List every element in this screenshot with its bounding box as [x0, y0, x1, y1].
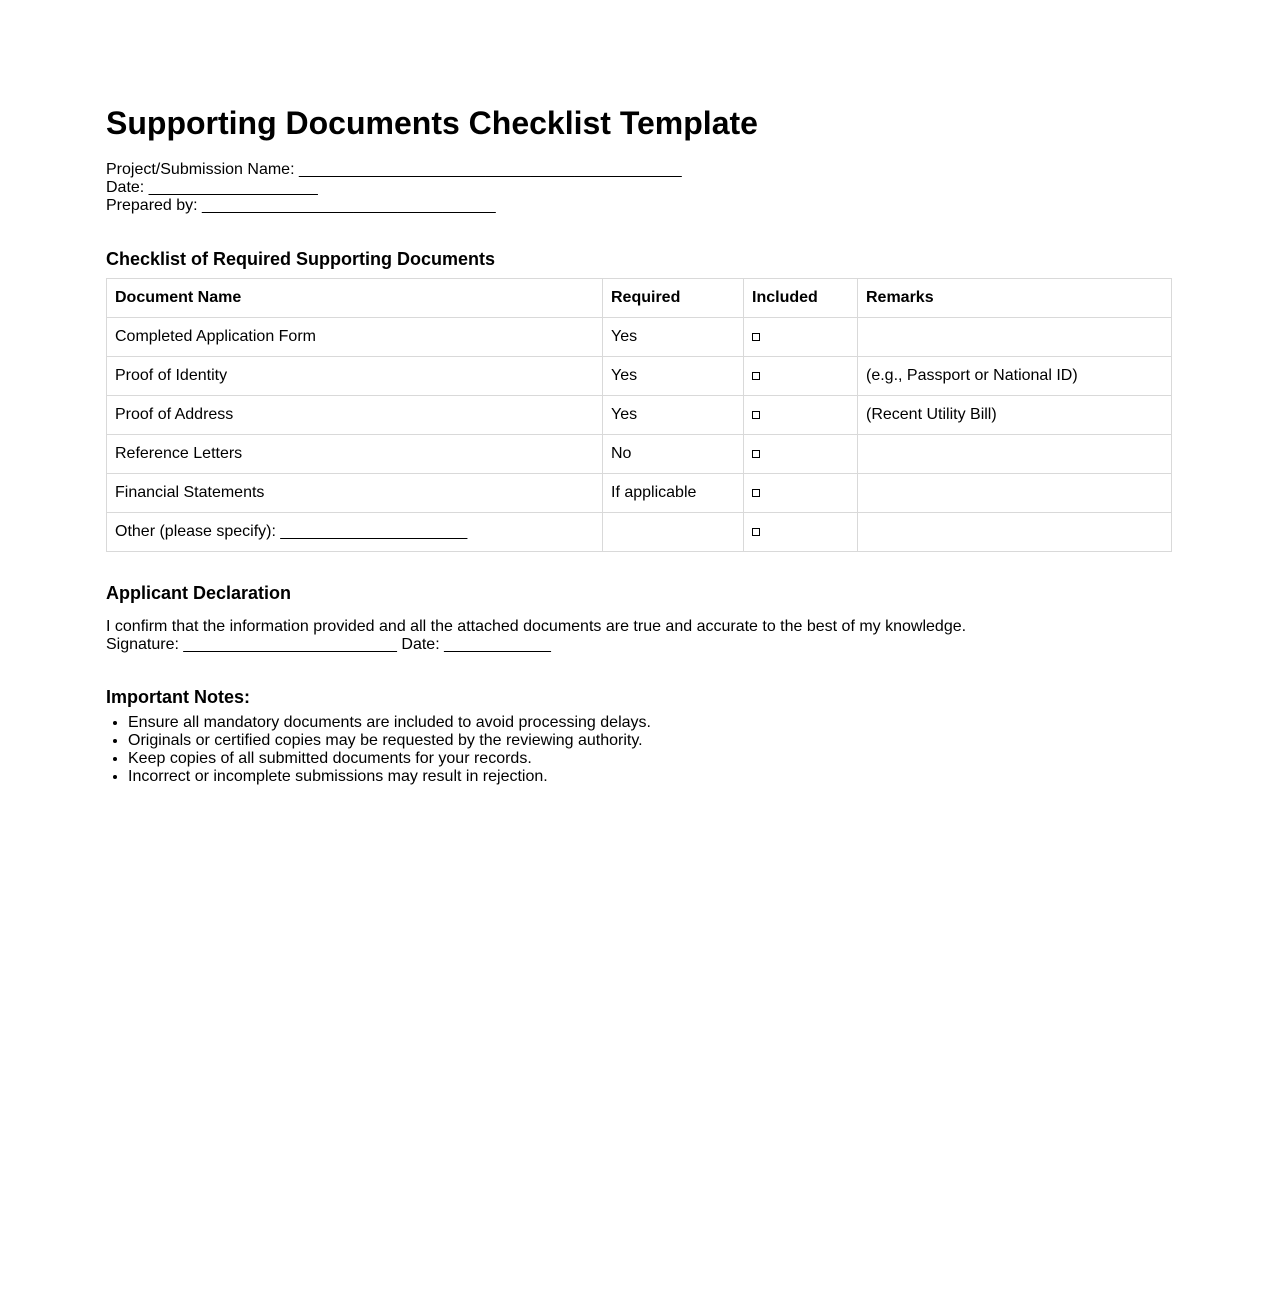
included-cell[interactable]	[744, 513, 858, 552]
checkbox-icon[interactable]	[752, 411, 760, 419]
remarks-cell: (e.g., Passport or National ID)	[858, 357, 1172, 396]
document-name-cell: Reference Letters	[107, 435, 603, 474]
included-cell[interactable]	[744, 435, 858, 474]
list-item: • Incorrect or incomplete submissions may result in rejection.	[128, 768, 1172, 786]
remarks-cell	[858, 474, 1172, 513]
checkbox-icon[interactable]	[752, 450, 760, 458]
remarks-cell	[858, 513, 1172, 552]
table-row	[107, 396, 1172, 435]
column-header-remarks: Remarks	[858, 279, 1172, 318]
checklist-heading: Checklist of Required Supporting Documents	[106, 249, 496, 269]
checkbox-icon[interactable]	[752, 372, 760, 380]
declaration-body	[106, 618, 1172, 654]
document-name-cell: Proof of Identity	[107, 357, 603, 396]
table-row	[107, 357, 1172, 396]
remarks-cell: (Recent Utility Bill)	[858, 396, 1172, 435]
checklist-section	[106, 248, 1172, 552]
prepared-by-field: Prepared by: _________________________________	[106, 197, 496, 214]
required-cell: No	[603, 435, 744, 474]
notes-section	[106, 686, 1172, 786]
list-item: • Ensure all mandatory documents are included to avoid processing delays.	[128, 714, 1172, 732]
included-cell[interactable]	[744, 396, 858, 435]
column-header-required: Required	[603, 279, 744, 318]
project-name-field: Project/Submission Name: ___________________________________________	[106, 161, 682, 178]
list-item: • Originals or certified copies may be requested by the reviewing authority.	[128, 732, 1172, 750]
document-name-cell: Financial Statements	[107, 474, 603, 513]
document-name-cell: Proof of Address	[107, 396, 603, 435]
required-cell: Yes	[603, 357, 744, 396]
required-cell: Yes	[603, 318, 744, 357]
checkbox-icon[interactable]	[752, 333, 760, 341]
included-cell[interactable]	[744, 357, 858, 396]
checkbox-icon[interactable]	[752, 489, 760, 497]
column-header-document-name: Document Name	[107, 279, 603, 318]
notes-list	[106, 714, 1172, 786]
declaration-statement: I confirm that the information provided and all the attached documents are true and accurate to the best of my knowledge.	[106, 618, 967, 635]
table-row	[107, 318, 1172, 357]
signature-line: Signature: ________________________ Date: ____________	[106, 636, 551, 653]
included-cell[interactable]	[744, 474, 858, 513]
remarks-cell	[858, 318, 1172, 357]
meta-block	[106, 161, 1172, 215]
remarks-cell	[858, 435, 1172, 474]
required-cell: Yes	[603, 396, 744, 435]
notes-heading: Important Notes:	[106, 687, 250, 707]
document-name-cell: Other (please specify): _____________________	[107, 513, 603, 552]
list-item: • Keep copies of all submitted documents for your records.	[128, 750, 1172, 768]
required-cell: If applicable	[603, 474, 744, 513]
table-row	[107, 513, 1172, 552]
date-field: Date: ___________________	[106, 179, 318, 196]
table-row	[107, 435, 1172, 474]
table-row	[107, 474, 1172, 513]
column-header-included: Included	[744, 279, 858, 318]
page-title: Supporting Documents Checklist Template	[106, 105, 758, 141]
checkbox-icon[interactable]	[752, 528, 760, 536]
declaration-heading: Applicant Declaration	[106, 583, 292, 603]
declaration-section	[106, 582, 1172, 654]
document-name-cell: Completed Application Form	[107, 318, 603, 357]
included-cell[interactable]	[744, 318, 858, 357]
table-header-row	[107, 279, 1172, 318]
checklist-table	[106, 278, 1172, 552]
required-cell	[603, 513, 744, 552]
